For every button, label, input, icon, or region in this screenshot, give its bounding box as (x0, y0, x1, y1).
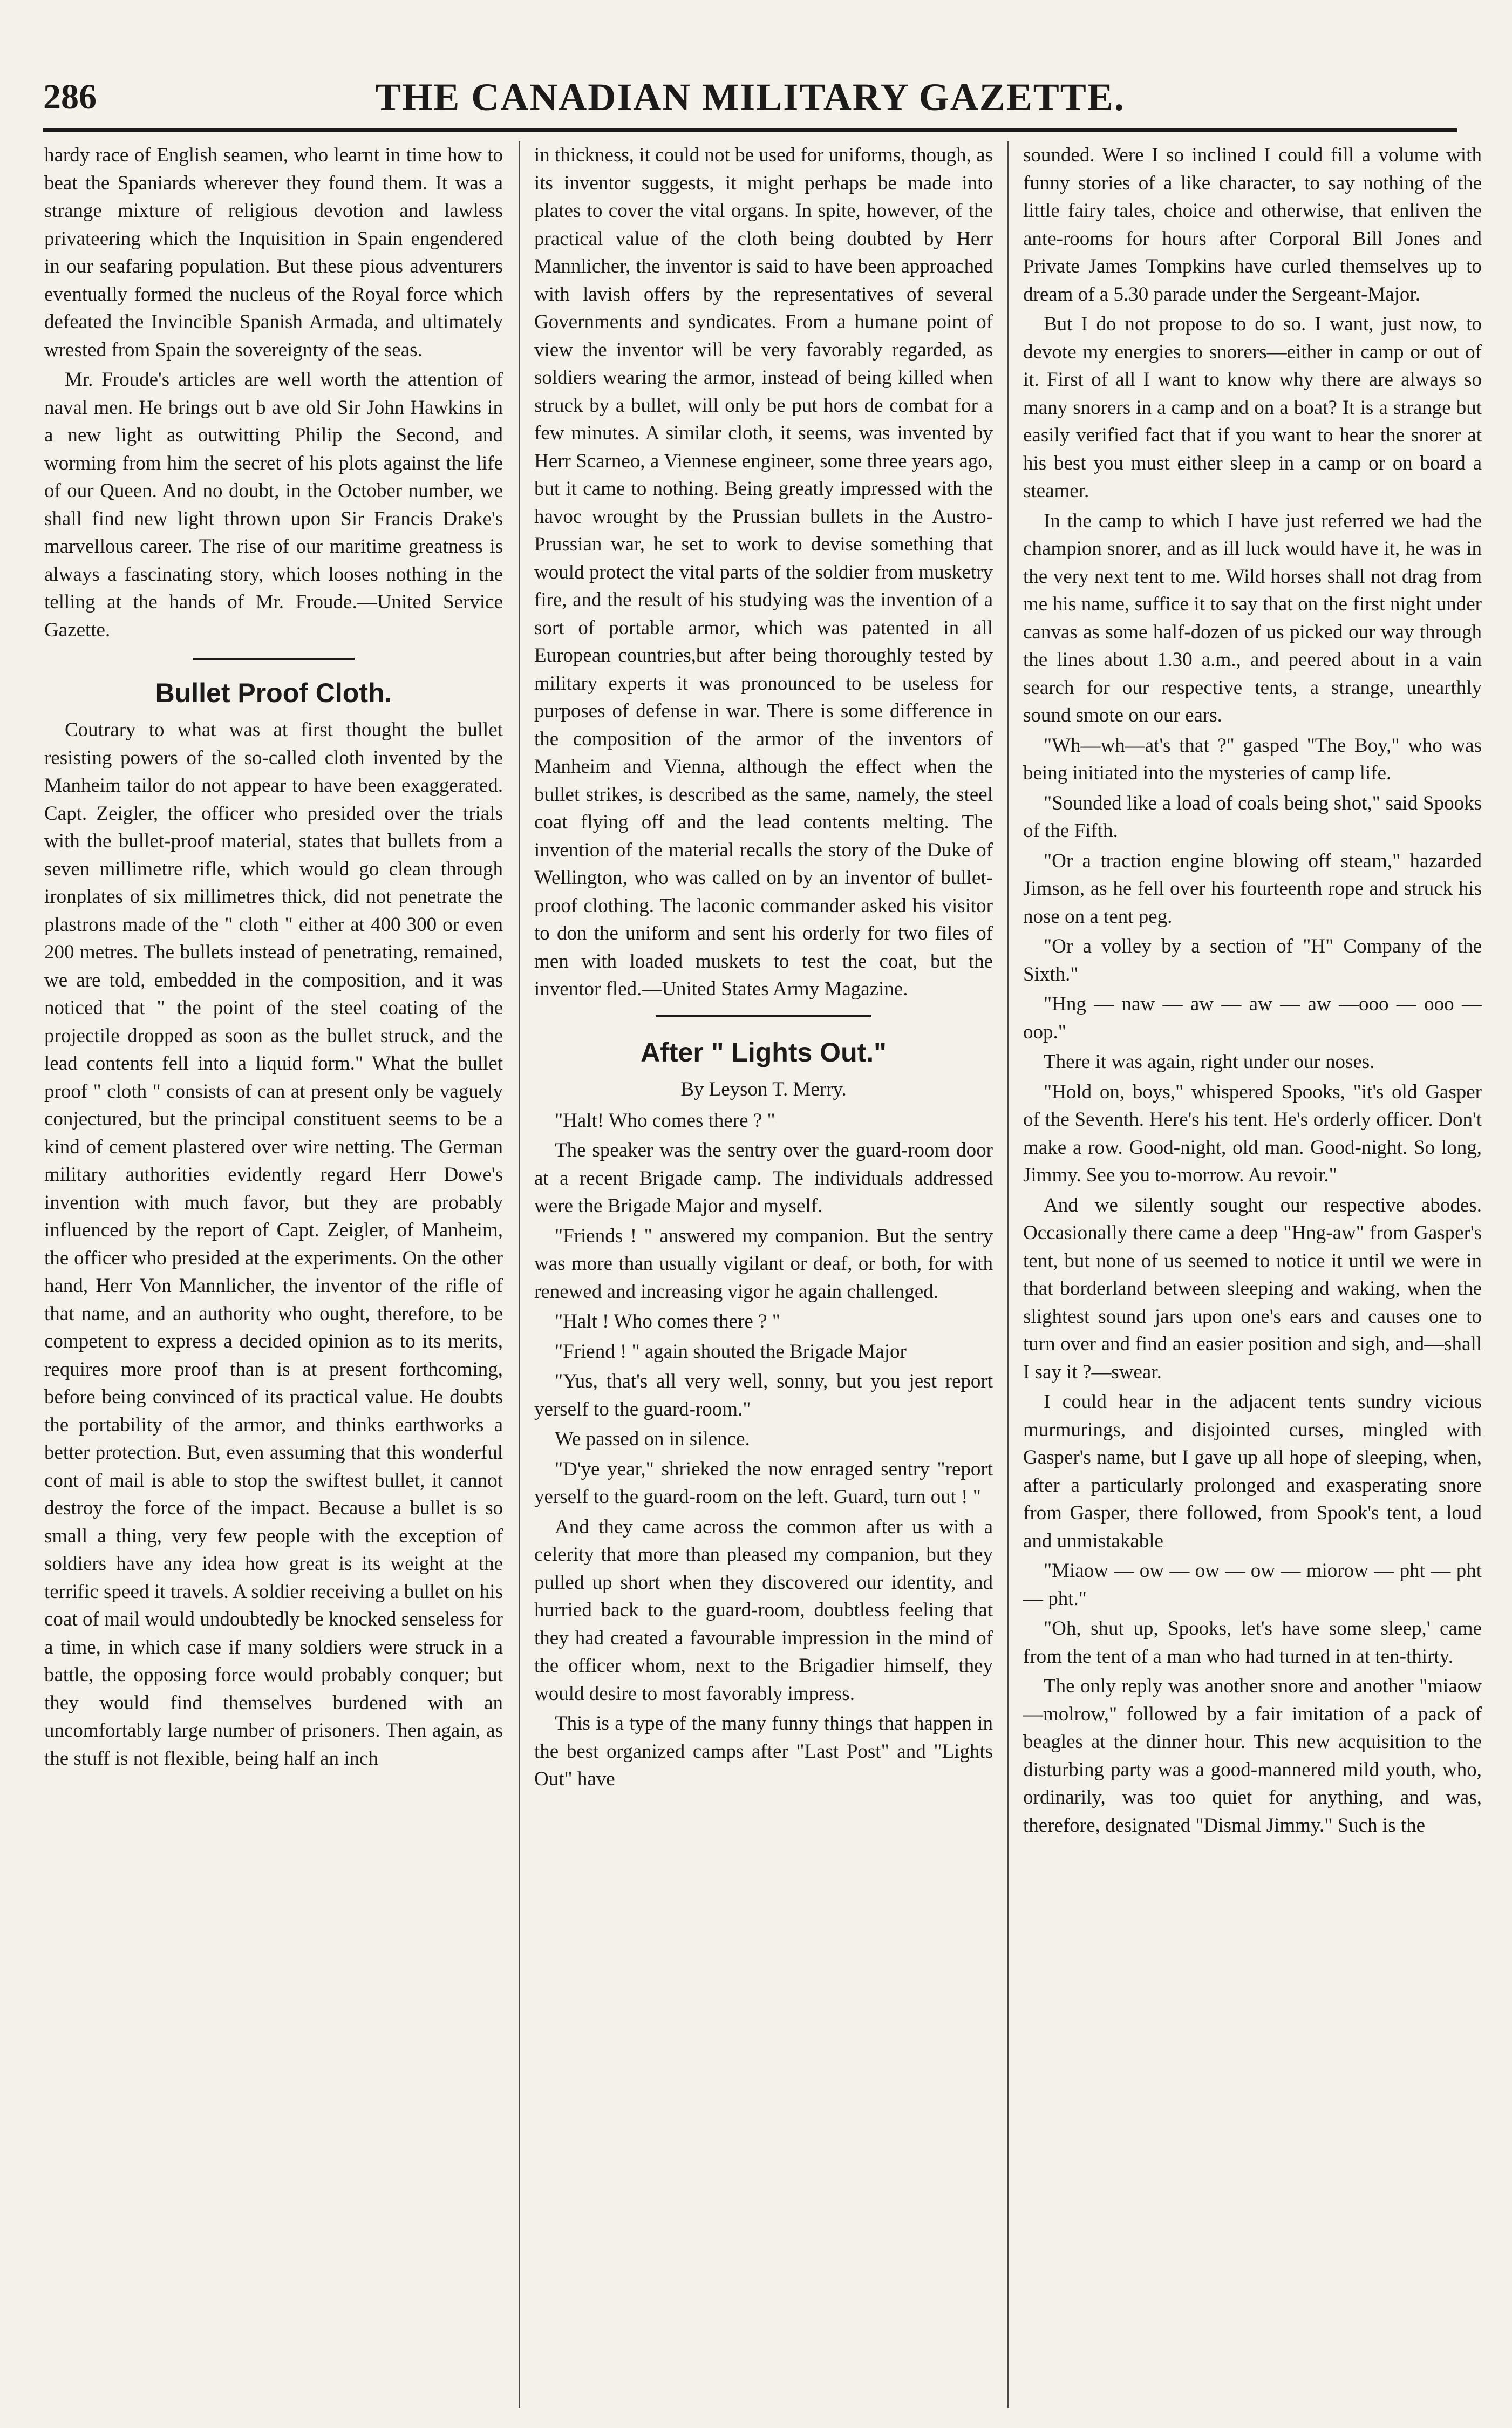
article-paragraph: "Yus, that's all very well, sonny, but you jest report yerself to the guard-room." (534, 1370, 993, 1420)
article-paragraph: And we silently sought our respective abodes. Occasionally there came a deep "Hng-aw" from Gasper's tent, but none of us seemed to notice it until we were in that borderland between sleeping and waking, when the slightest sound jars upon one's ears and causes one to turn over and find an easier position and sigh, and—shall I say it ?—swear. (1023, 1194, 1482, 1383)
article-paragraph: But I do not propose to do so. I want, just now, to devote my energies to snorers—either in camp or out of it. First of all I want to know why there are always so many snorers in a camp and on a boat? It is a strange but easily verified fact that if you want to hear the snorer at his best you must either sleep in a camp or on board a steamer. (1023, 313, 1482, 502)
article-paragraph: "Hng — naw — aw — aw — aw —ooo — ooo — oop." (1023, 993, 1482, 1043)
article-heading: After " Lights Out." (641, 1037, 887, 1067)
article-paragraph: "Hold on, boys," whispered Spooks, "it's old Gasper of the Seventh. Here's his tent. He's orderly officer. Don't make a row. Good-night, old man. Good-night. So long, Jimmy. See you to-morrow. Au revoir." (1023, 1080, 1482, 1186)
article-paragraph: In the camp to which I have just referred we had the champion snorer, and as ill luck would have it, he was in the very next tent to me. Wild horses shall not drag from me his name, suffice it to say that on the first night under canvas as some half-dozen of us picked our way through the lines about 1.30 a.m., and peered about in a vain search for our respective tents, a strange, unearthly sound smote on our ears. (1023, 509, 1482, 726)
article-paragraph: in thickness, it could not be used for uniforms, though, as its inventor suggests, it might perhaps be made into plates to cover the vital organs. In spite, however, of the practical value of the cloth being doubted by Herr Mannlicher, the inventor is said to have been approached with lavish offers by the representatives of several Governments and syndicates. From a humane point of view the inventor will be very favorably regarded, as soldiers wearing the armor, instead of being killed when struck by a bullet, will only be put hors de combat for a few minutes. A similar cloth, it seems, was invented by Herr Scarneo, a Viennese engineer, some three years ago, but it came to nothing. Being greatly impressed with the havoc wrought by the Prussian bullets in the Austro-Prussian war, he set to work to devise something that would protect the vital parts of the soldier from musketry fire, and the result of his studying was the invention of a sort of portable armor, which was patented in all European countries,but after being thoroughly tested by military experts it was pronounced to be useless for purposes of defense in war. There is some difference in the composition of the armor of the inventors of Manheim and Vienna, although the effect when the bullet strikes, is described as the same, namely, the steel coat flying off and the lead contents melting. The invention of the material recalls the story of the Duke of Wellington, who was called on by an inventor of bullet-proof clothing. The laconic commander asked his visitor to don the uniform and sent his orderly for two files of men with loaded muskets to test the coat, but the inventor fled.—United States Army Magazine. (534, 144, 993, 1000)
article-paragraph: The speaker was the sentry over the guard-room door at a recent Brigade camp. The individuals addressed were the Brigade Major and myself. (534, 1139, 993, 1217)
article-heading: Bullet Proof Cloth. (155, 678, 392, 708)
article-separator (656, 1015, 871, 1017)
article-paragraph: Coutrary to what was at first thought the bullet resisting powers of the so-called cloth invented by the Manheim tailor do not appear to have been exaggerated. Capt. Zeigler, the officer who presided over the trials with the bullet-proof material, states that bullets from a seven millimetre rifle, which would go clean through ironplates of six millimetres thick, did not penetrate the plastrons made of the " cloth " either at 400 300 or even 200 metres. The bullets instead of penetrating, remained, we are told, embedded in the composition, and it was noticed that " the point of the steel coating of the projectile dropped as soon as the bullet struck, and the lead contents fell into a liquid form." What the bullet proof " cloth " consists of can at present only be vaguely conjectured, but the principal constituent seems to be a kind of cement plastered over wire netting. The German military authorities evidently regard Herr Dowe's invention with much favor, but they are probably influenced by the report of Capt. Zeigler, of Manheim, the officer who presided at the experiments. On the other hand, Herr Von Mannlicher, the inventor of the rifle of that name, and an authority who ought, therefore, to be competent to express a decided opinion as to its merits, requires more proof than is at present forthcoming, before being convinced of its practical value. He doubts the portability of the armor, and thinks earthworks a better protection. But, even assuming that this wonderful cont of mail is able to stop the swiftest bullet, it cannot destroy the force of the impact. Because a bullet is so small a thing, very few people with the exception of soldiers have any idea how great is its weight at the terrific speed it travels. A soldier receiving a bullet on his coat of mail would undoubtedly be knocked senseless for a time, in which case if many soldiers were struck in a battle, the opposing force would probably conquer; but they would find themselves burdened with an uncomfortably large number of prisoners. Then again, as the stuff is not flexible, being half an inch (44, 719, 503, 1770)
header-rule (43, 128, 1457, 132)
article-paragraph: I could hear in the adjacent tents sundry vicious murmurings, and disjointed curses, mingled with Gasper's name, but I gave up all hope of sleeping, when, after a particularly prolonged and exasperating snore from Gasper, there followed, from Spook's tent, a loud and unmistakable (1023, 1391, 1482, 1552)
article-paragraph: Mr. Froude's articles are well worth the attention of naval men. He brings out b ave old Sir John Hawkins in a new light as outwitting Philip the Second, and worming from him the secret of his plots against the life of our Queen. And no doubt, in the October number, we shall find new light thrown upon Sir Francis Drake's marvellous career. The rise of our maritime greatness is always a fascinating story, which looses nothing in the telling at the hands of Mr. Froude.—United Service Gazette. (44, 369, 503, 641)
column-divider (1007, 141, 1009, 2408)
article-paragraph: sounded. Were I so inclined I could fill a volume with funny stories of a like character, to say nothing of the little fairy tales, choice and otherwise, that enliven the ante-rooms for hours after Corporal Bill Jones and Private James Tompkins have curled themselves up to dream of a 5.30 parade under the Sergeant-Major. (1023, 144, 1482, 305)
article-paragraph: And they came across the common after us with a celerity that more than pleased my companion, but they pulled up short when they discovered our identity, and hurried back to the guard-room, doubtless feeling that they had created a favourable impression in the mind of the officer whom, next to the Brigadier himself, they would desire to most favorably impress. (534, 1515, 993, 1705)
article-paragraph: "Oh, shut up, Spooks, let's have some sleep,' came from the tent of a man who had turned in at ten-thirty. (1023, 1617, 1482, 1668)
column-1 (44, 141, 503, 2413)
article-separator (193, 658, 355, 660)
article-paragraph: "Miaow — ow — ow — ow — miorow — pht — pht — pht." (1023, 1560, 1482, 1610)
article-paragraph: This is a type of the many funny things that happen in the best organized camps after "Last Post" and "Lights Out" have (534, 1712, 993, 1790)
byline: By Leyson T. Merry. (680, 1078, 847, 1100)
article-paragraph: "Or a volley by a section of "H" Company of the Sixth." (1023, 935, 1482, 985)
page-number: 286 (43, 77, 97, 117)
column-2 (534, 141, 993, 2413)
article-paragraph: "Halt ! Who comes there ? " (555, 1310, 780, 1332)
page-header (43, 70, 1457, 130)
article-paragraph: The only reply was another snore and another "miaow—molrow," followed by a fair imitation of a pack of beagles at the dinner hour. This new acquisition to the disturbing party was a good-mannered mild youth, who, ordinarily, was too quiet for anything, and was, therefore, designated "Dismal Jimmy." Such is the (1023, 1675, 1482, 1837)
article-paragraph: "Friends ! " answered my companion. But the sentry was more than usually vigilant or deaf, or both, for with renewed and increasing vigor he again challenged. (534, 1225, 993, 1303)
article-paragraph: "D'ye year," shrieked the now enraged sentry "report yerself to the guard-room on the left. Guard, turn out ! " (534, 1458, 993, 1508)
article-paragraph: "Wh—wh—at's that ?" gasped "The Boy," who was being initiated into the mysteries of camp life. (1023, 734, 1482, 784)
article-paragraph: We passed on in silence. (555, 1428, 750, 1450)
article-paragraph: "Friend ! " again shouted the Brigade Major (555, 1340, 907, 1363)
article-paragraph: "Or a traction engine blowing off steam," hazarded Jimson, as he fell over his fourteenth rope and struck his nose on a tent peg. (1023, 849, 1482, 928)
article-paragraph: "Sounded like a load of coals being shot," said Spooks of the Fifth. (1023, 792, 1482, 842)
masthead-title: THE CANADIAN MILITARY GAZETTE. (375, 76, 1125, 119)
column-3 (1023, 141, 1482, 2413)
article-paragraph: There it was again, right under our noses. (1044, 1051, 1375, 1073)
article-paragraph: hardy race of English seamen, who learnt in time how to beat the Spaniards wherever they found them. It was a strange mixture of religious devotion and lawless privateering which the Inquisition in Spain engendered in our seafaring population. But these pious adventurers eventually formed the nucleus of the Royal force which defeated the Invincible Spanish Armada, and ultimately wrested from Spain the sovereignty of the seas. (44, 144, 503, 361)
column-divider (519, 141, 520, 2408)
article-paragraph: "Halt! Who comes there ? " (555, 1109, 775, 1132)
